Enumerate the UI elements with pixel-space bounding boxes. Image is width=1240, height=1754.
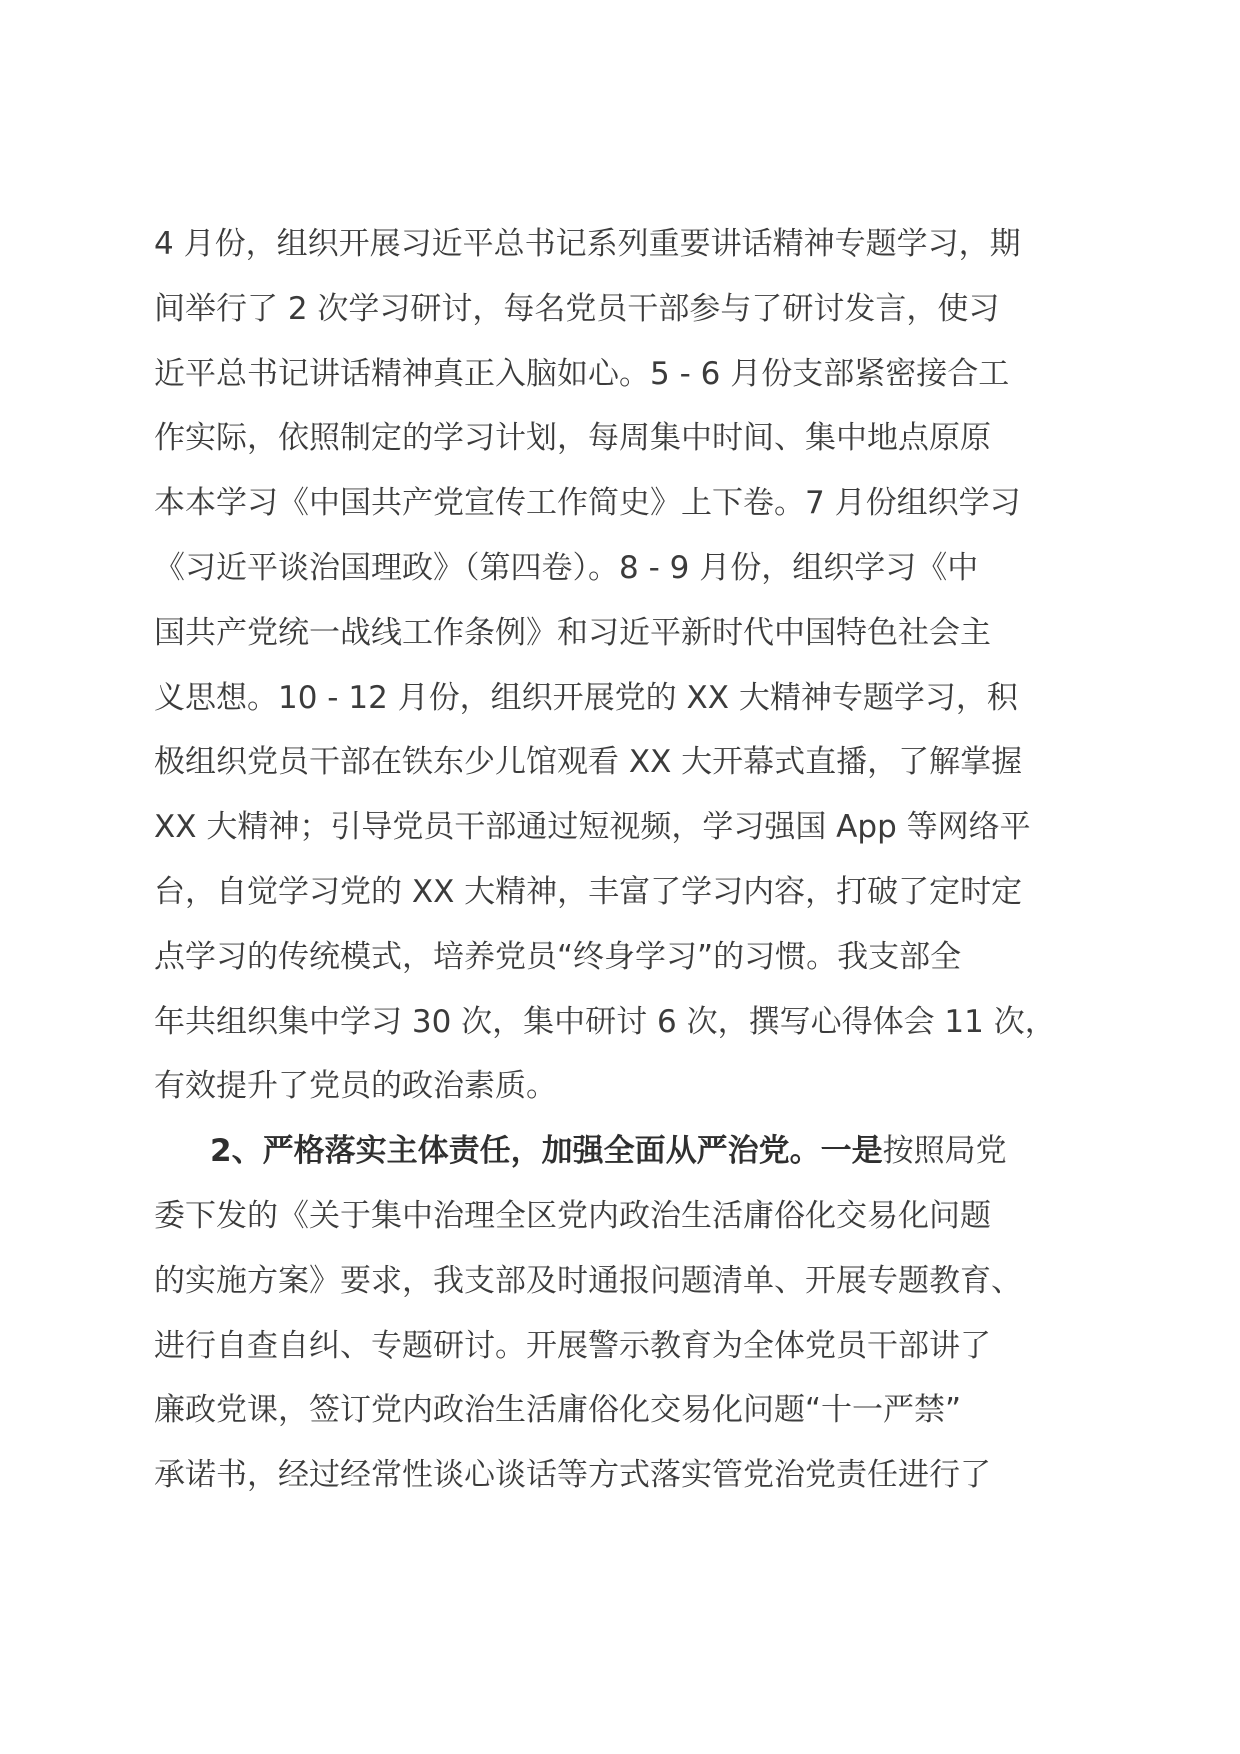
text-line: 本本学习《中国共产党宣传工作简史》上下卷。7 月份组织学习 xyxy=(154,485,1021,522)
text-line: 有效提升了党员的政治素质。 xyxy=(154,1068,557,1105)
paragraph-heading-line xyxy=(154,1119,1094,1184)
text-line: 4 月份，组织开展习近平总书记系列重要讲话精神专题学习，期 xyxy=(154,226,1021,262)
text-line: 近平总书记讲话精神真正入脑如心。5 - 6 月份支部紧密接合工 xyxy=(154,355,1010,392)
document-body xyxy=(154,212,1094,1508)
text-line: 廉政党课，签订党内政治生活庸俗化交易化问题“十一严禁” xyxy=(154,1392,962,1429)
text-line: 极组织党员干部在铁东少儿馆观看 XX 大开幕式直播，了解掌握 xyxy=(154,744,1023,781)
text-line: XX 大精神；引导党员干部通过短视频，学习强国 App 等网络平 xyxy=(154,809,1031,846)
section-heading: 2、严格落实主体责任，加强全面从严治党。一是 xyxy=(210,1133,883,1170)
heading-line-rest: 按照局党 xyxy=(882,1133,1007,1170)
text-line: 台，自觉学习党的 XX 大精神，丰富了学习内容，打破了定时定 xyxy=(154,873,1023,910)
text-line: 国共产党统一战线工作条例》和习近平新时代中国特色社会主 xyxy=(154,614,991,651)
text-line: 间举行了 2 次学习研讨，每名党员干部参与了研讨发言，使习 xyxy=(154,290,1000,327)
text-line: 承诺书，经过经常性谈心谈话等方式落实管党治党责任进行了 xyxy=(154,1457,991,1494)
text-line: 点学习的传统模式，培养党员“终身学习”的习惯。我支部全 xyxy=(154,938,962,975)
paragraph-responsibility xyxy=(154,1119,1094,1508)
text-line: 《习近平谈治国理政》（第四卷）。8 - 9 月份，组织学习《中 xyxy=(154,549,979,586)
paragraph-study-activities xyxy=(154,212,1094,1119)
text-line: 义思想。10 - 12 月份，组织开展党的 XX 大精神专题学习，积 xyxy=(154,679,1018,716)
text-line: 年共组织集中学习 30 次，集中研讨 6 次，撰写心得体会 11 次， xyxy=(154,1003,1056,1040)
text-line: 的实施方案》要求，我支部及时通报问题清单、开展专题教育、 xyxy=(154,1262,1022,1299)
text-line: 委下发的《关于集中治理全区党内政治生活庸俗化交易化问题 xyxy=(154,1197,991,1234)
text-line: 作实际，依照制定的学习计划，每周集中时间、集中地点原原 xyxy=(154,420,991,457)
text-line: 进行自查自纠、专题研讨。开展警示教育为全体党员干部讲了 xyxy=(154,1327,991,1364)
